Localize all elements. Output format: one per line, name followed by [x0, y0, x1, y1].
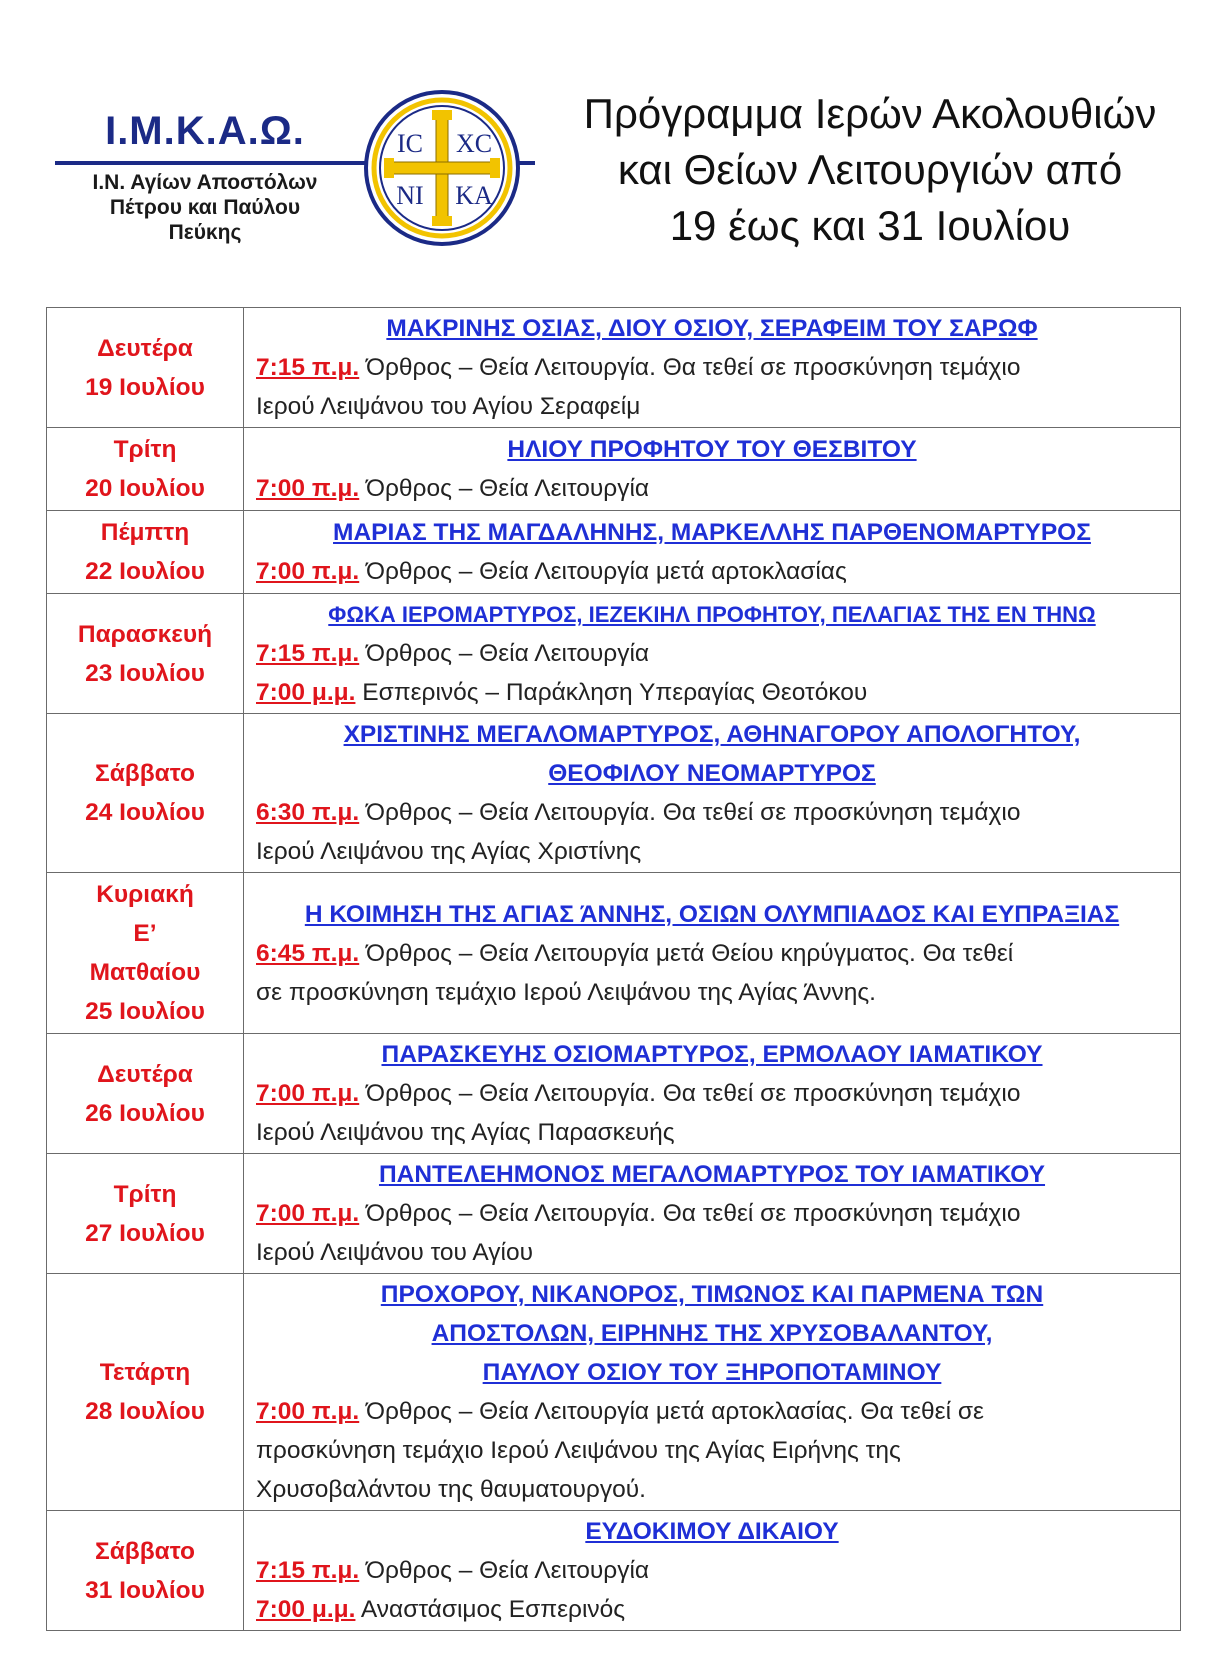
- service-line: [256, 1590, 1168, 1629]
- seal-text: KA: [455, 181, 493, 210]
- service-description-continued: Ιερού Λειψάνου του Αγίου Σεραφείμ: [256, 393, 641, 420]
- service-description: Όρθρος – Θεία Λειτουργία μετά αρτοκλασίας: [359, 558, 847, 585]
- table-row: [47, 594, 1181, 714]
- service-time: 7:00 π.μ.: [256, 558, 360, 585]
- service-description-continued: Ιερού Λειψάνου της Αγίας Χριστίνης: [256, 838, 642, 865]
- service-line: [256, 793, 1168, 832]
- service-time: 7:00 μ.μ.: [256, 679, 356, 706]
- service-description-continued: προσκύνηση τεμάχιο Ιερού Λειψάνου της Αγίας Ειρήνης της: [256, 1437, 901, 1464]
- day-cell: [47, 594, 244, 714]
- service-description: Αναστάσιμος Εσπερινός: [355, 1596, 626, 1623]
- service-cell: [244, 714, 1181, 873]
- feast-title: ΗΛΙΟΥ ΠΡΟΦΗΤΟΥ ΤΟΥ ΘΕΣΒΙΤΟΥ: [507, 436, 917, 463]
- day-label: Δευτέρα: [97, 1060, 193, 1088]
- table-row: [47, 1511, 1181, 1631]
- service-cell: [244, 308, 1181, 428]
- service-description: Όρθρος – Θεία Λειτουργία: [359, 1557, 650, 1584]
- day-cell: [47, 1034, 244, 1154]
- service-line: [256, 552, 1168, 591]
- header: [0, 0, 1228, 300]
- service-time: 6:45 π.μ.: [256, 939, 360, 967]
- day-label: Σάββατο: [95, 760, 195, 787]
- service-cell: [244, 428, 1181, 511]
- service-description: Όρθρος – Θεία Λειτουργία: [359, 640, 650, 667]
- feast-title: ΠΑΝΤΕΛΕΗΜΟΝΟΣ ΜΕΓΑΛΟΜΑΡΤΥΡΟΣ ΤΟΥ ΙΑΜΑΤΙΚΟΥ: [378, 1161, 1046, 1188]
- feast-title: ΠΡΟΧΟΡΟΥ, ΝΙΚΑΝΟΡΟΣ, ΤΙΜΩΝΟΣ ΚΑΙ ΠΑΡΜΕΝΑ ΤΩΝ: [380, 1281, 1044, 1308]
- service-time: 6:30 π.μ.: [256, 799, 360, 826]
- service-line: [256, 673, 1168, 712]
- service-description: Όρθρος – Θεία Λειτουργία: [359, 475, 650, 502]
- day-label: 26 Ιουλίου: [85, 1099, 205, 1127]
- day-label: Τετάρτη: [99, 1359, 191, 1386]
- logo-title: Ι.Μ.Κ.Α.Ω.: [105, 109, 305, 153]
- logo-subtitle-line: Ι.Ν. Αγίων Αποστόλων: [92, 171, 318, 194]
- service-description: Όρθρος – Θεία Λειτουργία μετά Θείου κηρύγματος. Θα τεθεί: [359, 939, 1014, 967]
- service-cell: [244, 594, 1181, 714]
- day-label: Σάββατο: [95, 1537, 195, 1565]
- day-label: 27 Ιουλίου: [85, 1219, 205, 1247]
- icxc-nika-seal-icon: [362, 88, 522, 248]
- feast-title: ΠΑΥΛΟΥ ΟΣΙΟΥ ΤΟΥ ΞΗΡΟΠΟΤΑΜΙΝΟΥ: [482, 1359, 942, 1386]
- feast-title: ΕΥΔΟΚΙΜΟΥ ΔΙΚΑΙΟΥ: [585, 1518, 839, 1545]
- feast-title: ΜΑΡΙΑΣ ΤΗΣ ΜΑΓΔΑΛΗΝΗΣ, ΜΑΡΚΕΛΛΗΣ ΠΑΡΘΕΝΟΜΑΡΤΥΡΟΣ: [333, 519, 1091, 546]
- service-cell: [244, 1511, 1181, 1631]
- service-line: [256, 469, 1168, 508]
- day-label: 25 Ιουλίου: [85, 998, 205, 1025]
- table-row: [47, 714, 1181, 873]
- seal-text: IC: [397, 129, 423, 158]
- day-label: 20 Ιουλίου: [85, 475, 205, 502]
- page-title-line: Πρόγραμμα Ιερών Ακολουθιών: [583, 90, 1157, 137]
- service-time: 7:15 π.μ.: [256, 1557, 360, 1584]
- feast-title: ΠΑΡΑΣΚΕΥΗΣ ΟΣΙΟΜΑΡΤΥΡΟΣ, ΕΡΜΟΛΑΟΥ ΙΑΜΑΤΙΚΟΥ: [381, 1041, 1043, 1068]
- page-title-line: και Θείων Λειτουργιών από: [617, 146, 1123, 193]
- table-row: [47, 308, 1181, 428]
- service-cell: [244, 873, 1181, 1034]
- day-cell: [47, 511, 244, 594]
- service-time: 7:00 π.μ.: [256, 475, 360, 502]
- service-line: [256, 1551, 1168, 1590]
- feast-title: ΑΠΟΣΤΟΛΩΝ, ΕΙΡΗΝΗΣ ΤΗΣ ΧΡΥΣΟΒΑΛΑΝΤΟΥ,: [431, 1320, 993, 1347]
- logo-block: [60, 108, 350, 154]
- day-label: 19 Ιουλίου: [85, 373, 205, 401]
- day-label: 23 Ιουλίου: [85, 659, 205, 687]
- logo-subtitle-line: Πεύκης: [168, 221, 242, 244]
- page-title-line: 19 έως και 31 Ιουλίου: [669, 202, 1071, 249]
- service-description: Όρθρος – Θεία Λειτουργία. Θα τεθεί σε προσκύνηση τεμάχιο: [359, 1080, 1021, 1107]
- day-cell: [47, 308, 244, 428]
- service-line: [256, 634, 1168, 673]
- service-description: Όρθρος – Θεία Λειτουργία. Θα τεθεί σε προσκύνηση τεμάχιο: [359, 1200, 1021, 1227]
- service-time: 7:00 π.μ.: [256, 1200, 360, 1227]
- day-label: 31 Ιουλίου: [85, 1576, 205, 1604]
- feast-title: ΧΡΙΣΤΙΝΗΣ ΜΕΓΑΛΟΜΑΡΤΥΡΟΣ, ΑΘΗΝΑΓΟΡΟΥ ΑΠΟΛΟΓΗΤΟΥ,: [343, 721, 1081, 748]
- day-label: Ματθαίου: [89, 959, 201, 986]
- service-description: Όρθρος – Θεία Λειτουργία. Θα τεθεί σε προσκύνηση τεμάχιο: [359, 799, 1021, 826]
- day-cell: [47, 873, 244, 1034]
- seal-text: NI: [396, 181, 424, 210]
- day-cell: [47, 1511, 244, 1631]
- service-cell: [244, 1034, 1181, 1154]
- feast-title: ΘΕΟΦΙΛΟΥ ΝΕΟΜΑΡΤΥΡΟΣ: [548, 760, 876, 787]
- day-label: Παρασκευή: [77, 620, 213, 648]
- feast-title: ΦΩΚΑ ΙΕΡΟΜΑΡΤΥΡΟΣ, ΙΕΖΕΚΙΗΛ ΠΡΟΦΗΤΟΥ, ΠΕΛΑΓΙΑΣ ΤΗΣ ΕΝ ΤΗΝΩ: [328, 602, 1096, 627]
- service-description-continued: Ιερού Λειψάνου του Αγίου: [256, 1239, 534, 1266]
- day-cell: [47, 1274, 244, 1511]
- day-label: Τρίτη: [113, 436, 177, 463]
- table-row: [47, 428, 1181, 511]
- service-description: Όρθρος – Θεία Λειτουργία. Θα τεθεί σε προσκύνηση τεμάχιο: [359, 354, 1021, 381]
- day-label: 22 Ιουλίου: [85, 558, 205, 585]
- day-label: Τρίτη: [113, 1180, 177, 1208]
- service-description: Εσπερινός – Παράκληση Υπεραγίας Θεοτόκου: [355, 679, 868, 706]
- seal-text: XC: [455, 129, 493, 158]
- service-description-continued: Ιερού Λειψάνου της Αγίας Παρασκευής: [256, 1119, 675, 1146]
- feast-title: ΜΑΚΡΙΝΗΣ ΟΣΙΑΣ, ΔΙΟΥ ΟΣΙΟΥ, ΣΕΡΑΦΕΙΜ ΤΟΥ ΣΑΡΩΦ: [386, 315, 1038, 342]
- day-label: Κυριακή: [96, 881, 194, 908]
- table-row: [47, 511, 1181, 594]
- service-cell: [244, 1274, 1181, 1511]
- service-line: [256, 1074, 1168, 1113]
- service-line: [256, 348, 1168, 387]
- logo-subtitle: [60, 170, 350, 245]
- service-description-continued: Χρυσοβαλάντου της θαυματουργού.: [256, 1476, 646, 1503]
- service-cell: [244, 1154, 1181, 1274]
- table-row: [47, 1034, 1181, 1154]
- service-time: 7:15 π.μ.: [256, 640, 360, 667]
- table-row: [47, 1274, 1181, 1511]
- service-cell: [244, 511, 1181, 594]
- service-line: [256, 1194, 1168, 1233]
- day-cell: [47, 428, 244, 511]
- service-time: 7:15 π.μ.: [256, 354, 360, 381]
- table-row: [47, 873, 1181, 1034]
- logo-subtitle-line: Πέτρου και Παύλου: [109, 196, 301, 219]
- day-label: 28 Ιουλίου: [85, 1398, 205, 1425]
- feast-title: Η ΚΟΙΜΗΣΗ ΤΗΣ ΑΓΙΑΣ ΆΝΝΗΣ, ΟΣΙΩΝ ΟΛΥΜΠΙΑΔΟΣ ΚΑΙ ΕΥΠΡΑΞΙΑΣ: [304, 900, 1120, 928]
- service-line: [256, 934, 1168, 973]
- day-cell: [47, 714, 244, 873]
- day-label: Πέμπτη: [100, 519, 190, 546]
- day-label: 24 Ιουλίου: [85, 799, 205, 826]
- day-label: Ε’: [133, 920, 157, 947]
- service-line: [256, 1392, 1168, 1431]
- service-time: 7:00 π.μ.: [256, 1398, 360, 1425]
- schedule-table: [46, 307, 1181, 1631]
- page-title: [520, 86, 1220, 254]
- service-description-continued: σε προσκύνηση τεμάχιο Ιερού Λειψάνου της Αγίας Άννης.: [256, 978, 876, 1006]
- day-cell: [47, 1154, 244, 1274]
- table-row: [47, 1154, 1181, 1274]
- service-time: 7:00 μ.μ.: [256, 1596, 356, 1623]
- day-label: Δευτέρα: [97, 334, 193, 362]
- service-description: Όρθρος – Θεία Λειτουργία μετά αρτοκλασίας. Θα τεθεί σε: [359, 1398, 984, 1425]
- service-time: 7:00 π.μ.: [256, 1080, 360, 1107]
